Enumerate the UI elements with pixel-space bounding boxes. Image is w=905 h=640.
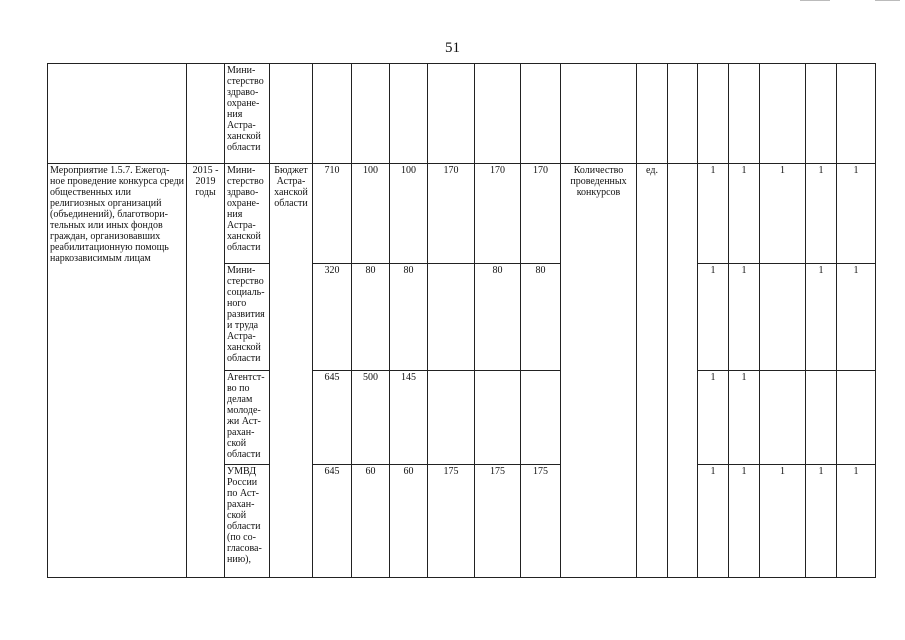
measure-cell-empty <box>48 64 187 164</box>
target-year: 1 <box>837 264 876 371</box>
target-year: 1 <box>729 164 760 264</box>
funding-total: 645 <box>313 371 352 465</box>
funding-year: 500 <box>352 371 390 465</box>
target-year: 1 <box>837 164 876 264</box>
funding-year: 80 <box>521 264 561 371</box>
target-year <box>760 371 806 465</box>
target-year: 1 <box>698 465 729 578</box>
target-year <box>760 264 806 371</box>
funding-year: 60 <box>390 465 428 578</box>
page-number: 51 <box>445 40 460 56</box>
funding-year <box>475 371 521 465</box>
funding-year: 175 <box>521 465 561 578</box>
funding-year <box>428 264 475 371</box>
target-year <box>837 371 876 465</box>
funding-year: 170 <box>521 164 561 264</box>
funding-total: 645 <box>313 465 352 578</box>
scan-artifact <box>875 0 900 1</box>
funding-year <box>521 371 561 465</box>
funding-year: 145 <box>390 371 428 465</box>
funding-year: 80 <box>352 264 390 371</box>
target-year <box>806 371 837 465</box>
measures-table <box>47 63 876 578</box>
measure-period: 2015 - 2019 годы <box>187 164 225 578</box>
table-row <box>48 164 876 264</box>
target-year: 1 <box>729 465 760 578</box>
target-year: 1 <box>729 264 760 371</box>
period-cell-empty <box>187 64 225 164</box>
executor-name: Мини-стерство здраво-охране-ния Астра-ханской области <box>225 164 270 264</box>
funding-year: 100 <box>390 164 428 264</box>
scan-artifact <box>800 0 830 1</box>
target-year: 1 <box>698 371 729 465</box>
target-year: 1 <box>806 465 837 578</box>
funding-year: 175 <box>428 465 475 578</box>
target-year: 1 <box>760 465 806 578</box>
target-year: 1 <box>698 264 729 371</box>
target-year: 1 <box>698 164 729 264</box>
funding-source: Бюджет Астра-ханской области <box>270 164 313 578</box>
indicator-name: Количество проведенных конкурсов <box>561 164 637 578</box>
funding-year: 80 <box>390 264 428 371</box>
executor-cell: Мини-стерство здраво-охране-ния Астра-ханской области <box>225 64 270 164</box>
funding-year: 170 <box>428 164 475 264</box>
target-year: 1 <box>729 371 760 465</box>
target-year: 1 <box>806 264 837 371</box>
funding-year: 100 <box>352 164 390 264</box>
table-row <box>48 64 876 164</box>
measure-title: Мероприятие 1.5.7. Ежегод-ное проведение конкурса среди общественных или религиозных организаций (объединений), благотвори-тельных или иных фондов граждан, организовавших реабилитационную помощь наркозависимым лицам <box>48 164 187 578</box>
funding-year: 80 <box>475 264 521 371</box>
executor-name: УМВД России по Аст-рахан-ской области (по со-гласова-нию), <box>225 465 270 578</box>
funding-year: 170 <box>475 164 521 264</box>
target-year: 1 <box>806 164 837 264</box>
funding-total: 320 <box>313 264 352 371</box>
indicator-unit: ед. <box>637 164 668 578</box>
baseline-cell <box>668 164 698 578</box>
target-year: 1 <box>760 164 806 264</box>
target-year: 1 <box>837 465 876 578</box>
executor-name: Мини-стерство социаль-ного развития и труда Астра-ханской области <box>225 264 270 371</box>
funding-year: 175 <box>475 465 521 578</box>
funding-year <box>428 371 475 465</box>
funding-year: 60 <box>352 465 390 578</box>
executor-name: Агентст-во по делам молоде-жи Аст-рахан-ской области <box>225 371 270 465</box>
funding-total: 710 <box>313 164 352 264</box>
